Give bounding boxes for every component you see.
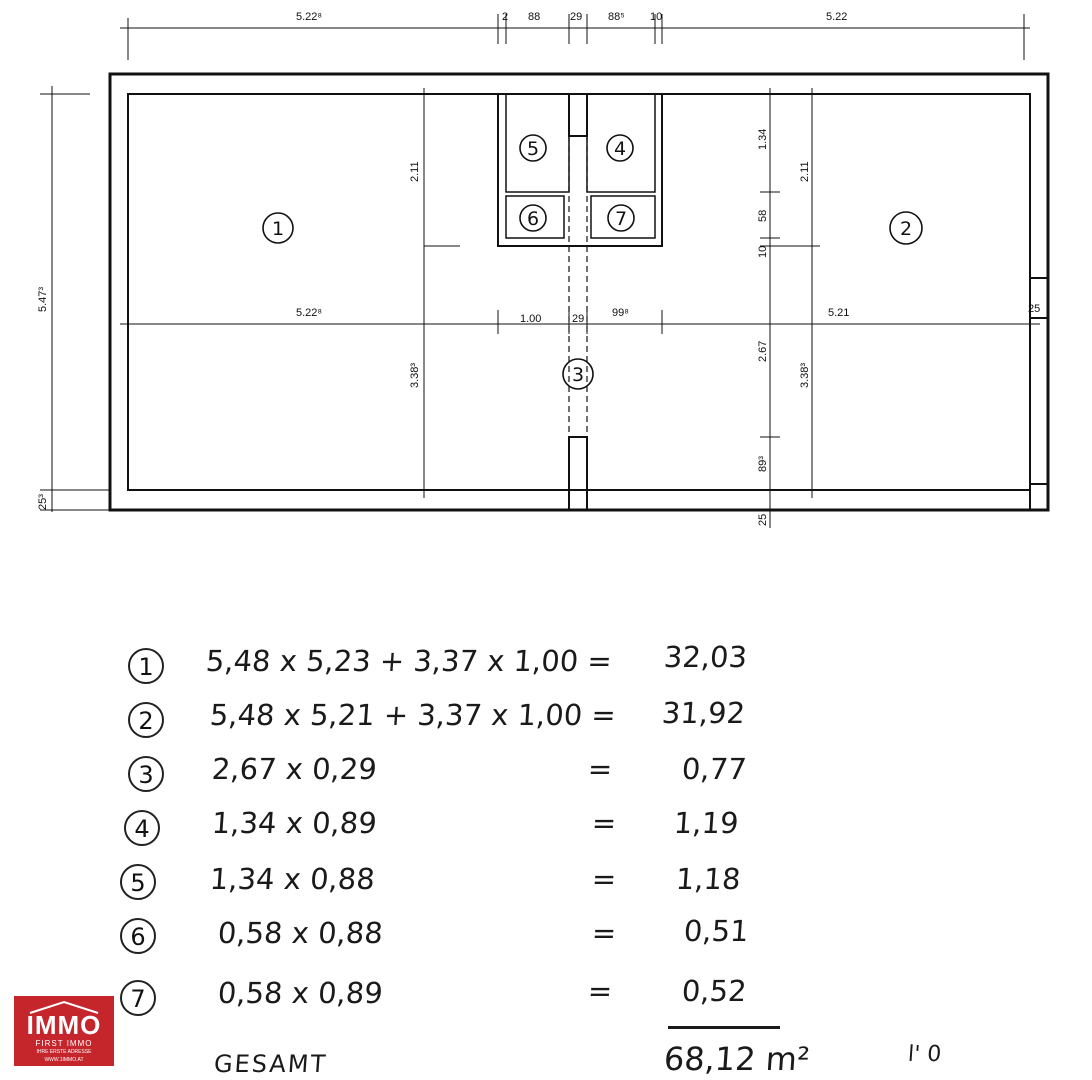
calc-num-2: 2: [128, 702, 164, 738]
dim-v-338-right: 3.38³: [799, 362, 811, 388]
calc-result-6: 0,51: [682, 914, 750, 948]
total-label: GESAMT: [213, 1050, 329, 1078]
calc-result-7: 0,52: [680, 974, 748, 1008]
dim-mid-left: 5.22⁸: [296, 307, 323, 319]
dim-v-25-bottom: 25: [757, 513, 769, 526]
dim-top-29: 29: [570, 11, 583, 23]
calc-result-2: 31,92: [660, 696, 747, 730]
cubicle-block: [498, 94, 662, 246]
calc-formula-3: 2,67 x 0,29: [210, 752, 378, 786]
dim-mid-25: 25: [1028, 303, 1041, 315]
calc-eq-5: =: [590, 862, 618, 896]
dim-v-211-left: 2.11: [409, 161, 421, 182]
dim-top-88: 88: [528, 11, 541, 23]
calc-num-6: 6: [120, 918, 156, 954]
calc-num-5: 5: [120, 864, 156, 900]
dim-top-right: 5.22: [826, 11, 848, 23]
calc-eq-3: =: [586, 752, 614, 786]
dim-v-10: 10: [757, 245, 769, 258]
dim-v-211-right: 2.11: [799, 161, 811, 182]
dim-v-89: 89³: [757, 456, 769, 472]
margin-note: l' 0: [907, 1042, 943, 1067]
dim-v-25-left: 25³: [37, 494, 49, 510]
calc-formula-2: 5,48 x 5,21 + 3,37 x 1,00 =: [208, 698, 617, 732]
logo-name: IMMO: [26, 1010, 102, 1040]
room-label-1: 1: [271, 218, 285, 240]
calc-formula-7: 0,58 x 0,89: [216, 976, 384, 1010]
central-wall-lower: [569, 437, 587, 510]
dim-v-338-left: 3.38³: [409, 362, 421, 388]
dim-v-134: 1.34: [757, 128, 769, 150]
calc-result-1: 32,03: [662, 640, 749, 674]
logo-line3: WWW.1IMMO.AT: [44, 1057, 84, 1063]
first-immo-logo: [14, 996, 114, 1066]
sum-underline: [668, 1026, 780, 1029]
central-wall-upper: [569, 94, 587, 136]
calc-eq-6: =: [590, 916, 618, 950]
room-label-5: 5: [526, 138, 540, 160]
calc-result-4: 1,19: [672, 806, 740, 840]
calc-formula-5: 1,34 x 0,88: [208, 862, 376, 896]
total-value: 68,12 m²: [662, 1040, 812, 1078]
calc-result-5: 1,18: [674, 862, 742, 896]
dim-mid-29: 29: [572, 313, 585, 325]
dim-top-88-5: 88⁵: [608, 11, 625, 23]
room-label-2: 2: [899, 218, 913, 240]
room-label-3: 3: [571, 364, 585, 386]
calc-formula-4: 1,34 x 0,89: [210, 806, 378, 840]
calc-eq-4: =: [590, 806, 618, 840]
calc-result-3: 0,77: [680, 752, 748, 786]
room-label-6: 6: [526, 208, 540, 230]
dim-v-58: 58: [757, 209, 769, 222]
calc-num-3: 3: [128, 756, 164, 792]
logo-line1: FIRST IMMO: [35, 1039, 93, 1048]
dim-top-left: 5.22⁸: [296, 11, 323, 23]
logo-line2: IHRE ERSTE ADRESSE: [36, 1049, 92, 1055]
outer-wall: [110, 74, 1048, 510]
calc-num-4: 4: [124, 810, 160, 846]
dim-v-total: 5.47³: [37, 286, 49, 312]
dim-top-10: 10: [650, 11, 663, 23]
calc-num-1: 1: [128, 648, 164, 684]
calc-formula-6: 0,58 x 0,88: [216, 916, 384, 950]
dim-top-2: 2: [502, 11, 509, 23]
dim-v-267: 2.67: [757, 340, 769, 362]
room-label-7: 7: [614, 208, 628, 230]
room-label-4: 4: [613, 138, 627, 160]
dim-mid-99: 99⁸: [612, 307, 629, 319]
calc-formula-1: 5,48 x 5,23 + 3,37 x 1,00 =: [204, 644, 613, 678]
calc-eq-7: =: [586, 974, 614, 1008]
dim-mid-100: 1.00: [520, 313, 542, 325]
dim-mid-right: 5.21: [828, 307, 850, 319]
inner-wall-line: [128, 94, 1030, 490]
calc-num-7: 7: [120, 980, 156, 1016]
